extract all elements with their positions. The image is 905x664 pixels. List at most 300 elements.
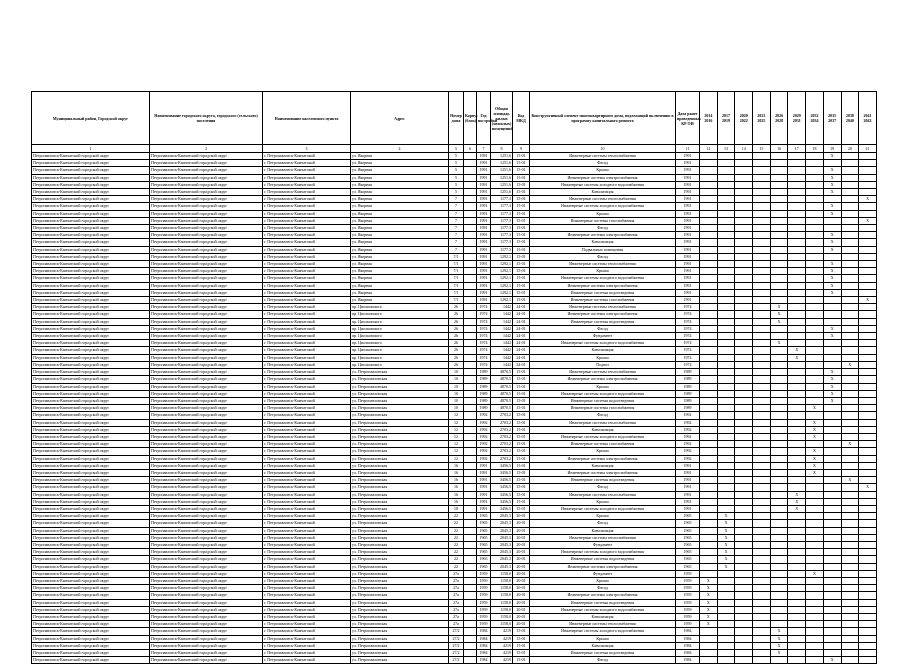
table-cell	[700, 433, 718, 440]
table-cell	[823, 642, 841, 649]
table-cell	[788, 275, 806, 282]
table-cell: г. Петропавловск-Камчатский	[263, 513, 351, 520]
table-cell: 15-01	[513, 268, 530, 275]
table-cell	[717, 160, 735, 167]
table-cell: Петропавловск-Камчатский городской округ	[150, 433, 263, 440]
table-cell	[770, 189, 788, 196]
table-cell: 1959	[676, 614, 700, 621]
table-row	[32, 570, 877, 577]
table-cell: 1984	[676, 635, 700, 642]
table-cell: Фундамент	[530, 541, 676, 548]
table-cell	[859, 599, 877, 606]
table-cell	[823, 498, 841, 505]
table-cell	[806, 513, 824, 520]
table-cell: 16	[449, 462, 464, 469]
table-cell: 2703,2	[491, 455, 513, 462]
table-cell	[770, 505, 788, 512]
table-cell	[464, 390, 477, 397]
table-cell	[717, 304, 735, 311]
table-cell	[717, 426, 735, 433]
table-cell	[859, 556, 877, 563]
table-cell	[700, 333, 718, 340]
table-cell: Петропавловск-Камчатский городской округ	[32, 635, 150, 642]
table-cell	[464, 174, 477, 181]
table-cell	[806, 534, 824, 541]
column-header: 2020 2022	[735, 92, 753, 145]
table-cell: Инженерные системы электроснабжения	[530, 563, 676, 570]
table-cell: Инженерные системы теплоснабжения	[530, 369, 676, 376]
table-cell	[717, 592, 735, 599]
table-cell: 1991	[477, 275, 491, 282]
table-cell: 15-01	[513, 635, 530, 642]
table-cell	[464, 462, 477, 469]
table-cell	[841, 354, 859, 361]
table-cell	[700, 239, 718, 246]
table-cell	[788, 556, 806, 563]
table-cell	[735, 304, 753, 311]
table-cell: 1991	[477, 491, 491, 498]
table-cell: 1991	[477, 261, 491, 268]
table-cell	[717, 570, 735, 577]
table-cell: Петропавловск-Камчатский городской округ	[32, 275, 150, 282]
table-cell: Инженерные системы водоотведения	[530, 477, 676, 484]
table-cell	[841, 160, 859, 167]
table-cell	[859, 289, 877, 296]
table-cell	[788, 455, 806, 462]
table-cell	[717, 614, 735, 621]
table-cell: 15-01	[513, 628, 530, 635]
table-row	[32, 174, 877, 181]
table-cell: ул. Петропавловская	[351, 397, 449, 404]
table-cell: 24-01	[513, 325, 530, 332]
table-cell	[859, 361, 877, 368]
table-cell	[770, 426, 788, 433]
table-cell: 15-01	[513, 217, 530, 224]
table-cell	[788, 628, 806, 635]
column-number: 4	[351, 145, 449, 153]
table-cell: 22	[449, 520, 464, 527]
table-cell: г. Петропавловск-Камчатский	[263, 347, 351, 354]
table-cell: ул. Петропавловская	[351, 563, 449, 570]
table-cell	[753, 160, 771, 167]
table-cell: 1991	[676, 491, 700, 498]
table-cell	[717, 628, 735, 635]
table-cell: 1991	[477, 253, 491, 260]
table-cell: 4870,5	[491, 369, 513, 376]
table-row	[32, 455, 877, 462]
table-cell	[806, 253, 824, 260]
table-cell: 7/1	[449, 297, 464, 304]
table-cell: 1959	[477, 599, 491, 606]
table-cell: 5	[449, 167, 464, 174]
table-cell	[770, 397, 788, 404]
table-cell	[700, 657, 718, 664]
column-number: 6	[464, 145, 477, 153]
table-cell	[823, 297, 841, 304]
table-cell	[753, 340, 771, 347]
table-cell: Петропавловск-Камчатский городской округ	[32, 426, 150, 433]
table-cell: Петропавловск-Камчатский городской округ	[32, 541, 150, 548]
table-cell: г. Петропавловск-Камчатский	[263, 527, 351, 534]
table-cell: г. Петропавловск-Камчатский	[263, 167, 351, 174]
table-cell	[753, 599, 771, 606]
table-cell	[735, 563, 753, 570]
table-cell	[464, 642, 477, 649]
table-cell	[841, 397, 859, 404]
table-cell: ул. Петропавловская	[351, 599, 449, 606]
table-cell	[700, 491, 718, 498]
table-cell: Инженерные системы теплоснабжения	[530, 196, 676, 203]
table-cell	[859, 275, 877, 282]
table-cell: Фасад	[530, 225, 676, 232]
table-row	[32, 318, 877, 325]
table-cell	[770, 455, 788, 462]
table-row	[32, 232, 877, 239]
table-cell: г. Петропавловск-Камчатский	[263, 261, 351, 268]
table-cell	[753, 534, 771, 541]
table-cell	[735, 433, 753, 440]
table-cell: 1989	[477, 397, 491, 404]
table-cell: Инженерные системы электроснабжения	[530, 592, 676, 599]
table-cell	[823, 599, 841, 606]
table-cell	[806, 232, 824, 239]
table-cell	[788, 570, 806, 577]
table-cell: 1442	[491, 311, 513, 318]
table-cell	[859, 390, 877, 397]
table-cell	[700, 189, 718, 196]
table-cell: 1158,0	[491, 577, 513, 584]
table-cell: 12	[449, 448, 464, 455]
table-cell	[464, 304, 477, 311]
table-cell: 2045,3	[491, 527, 513, 534]
table-cell: ул. Петропавловская	[351, 534, 449, 541]
table-cell: 1991	[676, 275, 700, 282]
table-cell: 1959	[676, 606, 700, 613]
table-cell: 15-01	[513, 412, 530, 419]
table-cell	[753, 570, 771, 577]
column-header: Конструктивный элемент многоквартирного дома, подлежащий включению в программу капитального ремонта	[530, 92, 676, 145]
table-cell: г. Петропавловск-Камчатский	[263, 585, 351, 592]
table-cell: 27а	[449, 621, 464, 628]
table-cell	[859, 628, 877, 635]
table-cell	[735, 174, 753, 181]
table-cell	[823, 253, 841, 260]
table-cell: 1965	[676, 556, 700, 563]
table-cell: ул. Петропавловская	[351, 376, 449, 383]
table-cell	[735, 297, 753, 304]
table-cell: Петропавловск-Камчатский городской округ	[150, 297, 263, 304]
table-cell: 15-01	[513, 498, 530, 505]
table-cell: 20-01	[513, 541, 530, 548]
table-cell: Петропавловск-Камчатский городской округ	[32, 405, 150, 412]
column-header: 2023 2025	[753, 92, 771, 145]
table-cell	[806, 210, 824, 217]
table-cell	[464, 246, 477, 253]
table-cell: ул. Петропавловская	[351, 513, 449, 520]
table-cell: 26	[449, 325, 464, 332]
table-cell	[735, 614, 753, 621]
table-cell	[788, 426, 806, 433]
table-cell: 1991	[676, 297, 700, 304]
table-cell	[788, 189, 806, 196]
table-cell	[700, 405, 718, 412]
table-cell	[788, 239, 806, 246]
table-cell: 1292,1	[491, 261, 513, 268]
table-cell: Петропавловск-Камчатский городской округ	[150, 304, 263, 311]
table-cell	[841, 635, 859, 642]
table-cell	[753, 628, 771, 635]
table-cell	[788, 376, 806, 383]
table-cell	[770, 448, 788, 455]
table-cell: 27/2	[449, 657, 464, 664]
table-cell: ул. Петропавловская	[351, 556, 449, 563]
table-cell	[823, 650, 841, 657]
table-cell: 2045,3	[491, 563, 513, 570]
table-cell	[717, 282, 735, 289]
table-cell	[788, 289, 806, 296]
table-cell	[823, 621, 841, 628]
table-cell	[735, 455, 753, 462]
table-cell	[717, 448, 735, 455]
table-cell	[841, 210, 859, 217]
table-cell	[841, 304, 859, 311]
table-cell: г. Петропавловск-Камчатский	[263, 577, 351, 584]
table-cell: 1991	[676, 505, 700, 512]
table-cell	[788, 361, 806, 368]
table-cell	[859, 513, 877, 520]
table-cell: 1989	[676, 369, 700, 376]
table-cell	[788, 282, 806, 289]
period-mark: X	[700, 585, 718, 592]
table-cell	[464, 577, 477, 584]
table-cell: ул. Якорная	[351, 239, 449, 246]
table-cell: Инженерные системы электроснабжения	[530, 232, 676, 239]
table-cell: 1991	[477, 203, 491, 210]
table-cell	[770, 261, 788, 268]
table-cell	[788, 563, 806, 570]
table-cell	[464, 505, 477, 512]
table-cell: г. Петропавловск-Камчатский	[263, 570, 351, 577]
table-cell	[700, 642, 718, 649]
table-cell: 7	[449, 210, 464, 217]
table-cell	[841, 239, 859, 246]
table-cell: Петропавловск-Камчатский городской округ	[32, 469, 150, 476]
table-cell	[753, 196, 771, 203]
table-cell	[806, 167, 824, 174]
table-cell	[735, 491, 753, 498]
table-cell: 18	[449, 505, 464, 512]
table-cell	[788, 203, 806, 210]
table-cell	[823, 433, 841, 440]
table-cell	[841, 297, 859, 304]
table-cell: Петропавловск-Камчатский городской округ	[150, 268, 263, 275]
table-cell	[788, 253, 806, 260]
table-row	[32, 361, 877, 368]
table-cell	[788, 397, 806, 404]
table-cell: Петропавловск-Камчатский городской округ	[150, 527, 263, 534]
table-cell: ул. Петропавловская	[351, 369, 449, 376]
table-cell: Петропавловск-Камчатский городской округ	[32, 232, 150, 239]
table-cell: Инженерные системы электроснабжения	[530, 311, 676, 318]
table-cell: 1965	[477, 556, 491, 563]
table-cell	[464, 311, 477, 318]
table-cell: ул. Петропавловская	[351, 657, 449, 664]
table-cell: Петропавловск-Камчатский городской округ	[150, 369, 263, 376]
table-cell	[770, 621, 788, 628]
table-cell	[753, 376, 771, 383]
table-cell	[464, 383, 477, 390]
table-cell: г. Петропавловск-Камчатский	[263, 441, 351, 448]
table-cell	[753, 297, 771, 304]
table-cell: Петропавловск-Камчатский городской округ	[150, 549, 263, 556]
table-cell: Петропавловск-Камчатский городской округ	[32, 642, 150, 649]
table-cell: Петропавловск-Камчатский городской округ	[32, 361, 150, 368]
column-number: 10	[530, 145, 676, 153]
table-cell	[717, 196, 735, 203]
table-cell	[464, 570, 477, 577]
table-cell	[841, 433, 859, 440]
table-cell	[841, 650, 859, 657]
table-cell	[823, 455, 841, 462]
table-cell: 1991	[477, 246, 491, 253]
table-cell	[735, 505, 753, 512]
table-cell: Инженерные системы электроснабжения	[530, 455, 676, 462]
table-cell: г. Петропавловск-Камчатский	[263, 153, 351, 160]
table-cell: Петропавловск-Камчатский городской округ	[150, 426, 263, 433]
table-cell	[753, 369, 771, 376]
table-cell: 1991	[676, 498, 700, 505]
table-cell	[788, 606, 806, 613]
table-cell: 7/1	[449, 289, 464, 296]
table-cell: 2703,2	[491, 448, 513, 455]
table-row	[32, 541, 877, 548]
table-cell: 1984	[477, 650, 491, 657]
table-cell: ул. Якорная	[351, 210, 449, 217]
table-cell: Крыша	[530, 354, 676, 361]
table-cell	[806, 577, 824, 584]
table-cell	[859, 153, 877, 160]
column-number: 12	[700, 145, 718, 153]
table-cell: 1965	[676, 541, 700, 548]
table-cell: 3456,5	[491, 498, 513, 505]
table-cell: ул. Петропавловская	[351, 405, 449, 412]
table-cell: Петропавловск-Камчатский городской округ	[32, 217, 150, 224]
table-cell: 1959	[676, 585, 700, 592]
table-cell: 1442	[491, 304, 513, 311]
table-cell: г. Петропавловск-Камчатский	[263, 268, 351, 275]
table-cell	[841, 628, 859, 635]
table-cell: ул. Якорная	[351, 261, 449, 268]
table-cell	[753, 657, 771, 664]
table-cell: 10	[449, 369, 464, 376]
table-cell: Петропавловск-Камчатский городской округ	[32, 297, 150, 304]
table-cell: г. Петропавловск-Камчатский	[263, 390, 351, 397]
table-cell	[806, 614, 824, 621]
table-cell	[735, 527, 753, 534]
period-mark: X	[823, 657, 841, 664]
table-cell: Петропавловск-Камчатский городской округ	[150, 599, 263, 606]
table-cell: 20-01	[513, 527, 530, 534]
table-cell: Петропавловск-Камчатский городской округ	[150, 282, 263, 289]
table-cell	[788, 635, 806, 642]
table-cell	[753, 253, 771, 260]
table-cell	[753, 469, 771, 476]
table-cell: 1959	[676, 621, 700, 628]
table-cell: г. Петропавловск-Камчатский	[263, 412, 351, 419]
table-cell	[753, 390, 771, 397]
table-cell	[859, 347, 877, 354]
table-cell: 1965	[477, 527, 491, 534]
table-cell	[823, 196, 841, 203]
table-cell	[464, 361, 477, 368]
table-cell: 10	[449, 376, 464, 383]
table-cell	[770, 491, 788, 498]
table-cell	[859, 181, 877, 188]
table-cell	[841, 491, 859, 498]
table-cell	[770, 253, 788, 260]
table-cell: 1959	[477, 606, 491, 613]
table-cell	[823, 513, 841, 520]
table-body	[32, 153, 877, 664]
table-cell	[753, 174, 771, 181]
table-cell	[735, 621, 753, 628]
table-cell: г. Петропавловск-Камчатский	[263, 289, 351, 296]
table-row	[32, 304, 877, 311]
table-cell	[464, 268, 477, 275]
table-cell	[700, 441, 718, 448]
table-cell: ул. Петропавловская	[351, 606, 449, 613]
table-cell	[717, 491, 735, 498]
table-cell	[770, 232, 788, 239]
table-row	[32, 181, 877, 188]
table-cell	[859, 549, 877, 556]
table-cell: г. Петропавловск-Камчатский	[263, 253, 351, 260]
table-cell	[859, 635, 877, 642]
table-cell: Петропавловск-Камчатский городской округ	[32, 325, 150, 332]
period-mark: X	[806, 405, 824, 412]
table-cell	[700, 282, 718, 289]
table-cell: г. Петропавловск-Камчатский	[263, 477, 351, 484]
table-cell: Петропавловск-Камчатский городской округ	[32, 282, 150, 289]
table-cell	[753, 361, 771, 368]
table-cell: Петропавловск-Камчатский городской округ	[32, 153, 150, 160]
table-cell	[753, 239, 771, 246]
table-cell: 3456,5	[491, 477, 513, 484]
table-row	[32, 513, 877, 520]
table-cell: г. Петропавловск-Камчатский	[263, 405, 351, 412]
table-cell	[859, 225, 877, 232]
table-cell: ул. Якорная	[351, 225, 449, 232]
table-cell	[735, 383, 753, 390]
table-cell	[464, 441, 477, 448]
table-cell	[859, 433, 877, 440]
period-mark: X	[788, 498, 806, 505]
table-cell: Петропавловск-Камчатский городской округ	[32, 181, 150, 188]
table-cell	[788, 405, 806, 412]
table-cell	[788, 549, 806, 556]
table-cell	[841, 541, 859, 548]
table-cell	[859, 650, 877, 657]
table-cell: 1991	[676, 484, 700, 491]
table-cell	[464, 635, 477, 642]
table-cell	[700, 527, 718, 534]
table-cell: 15-01	[513, 390, 530, 397]
table-cell	[717, 253, 735, 260]
table-cell	[823, 606, 841, 613]
table-cell: 2045,3	[491, 541, 513, 548]
table-cell: Петропавловск-Камчатский городской округ	[150, 261, 263, 268]
table-cell: 2703,2	[491, 419, 513, 426]
